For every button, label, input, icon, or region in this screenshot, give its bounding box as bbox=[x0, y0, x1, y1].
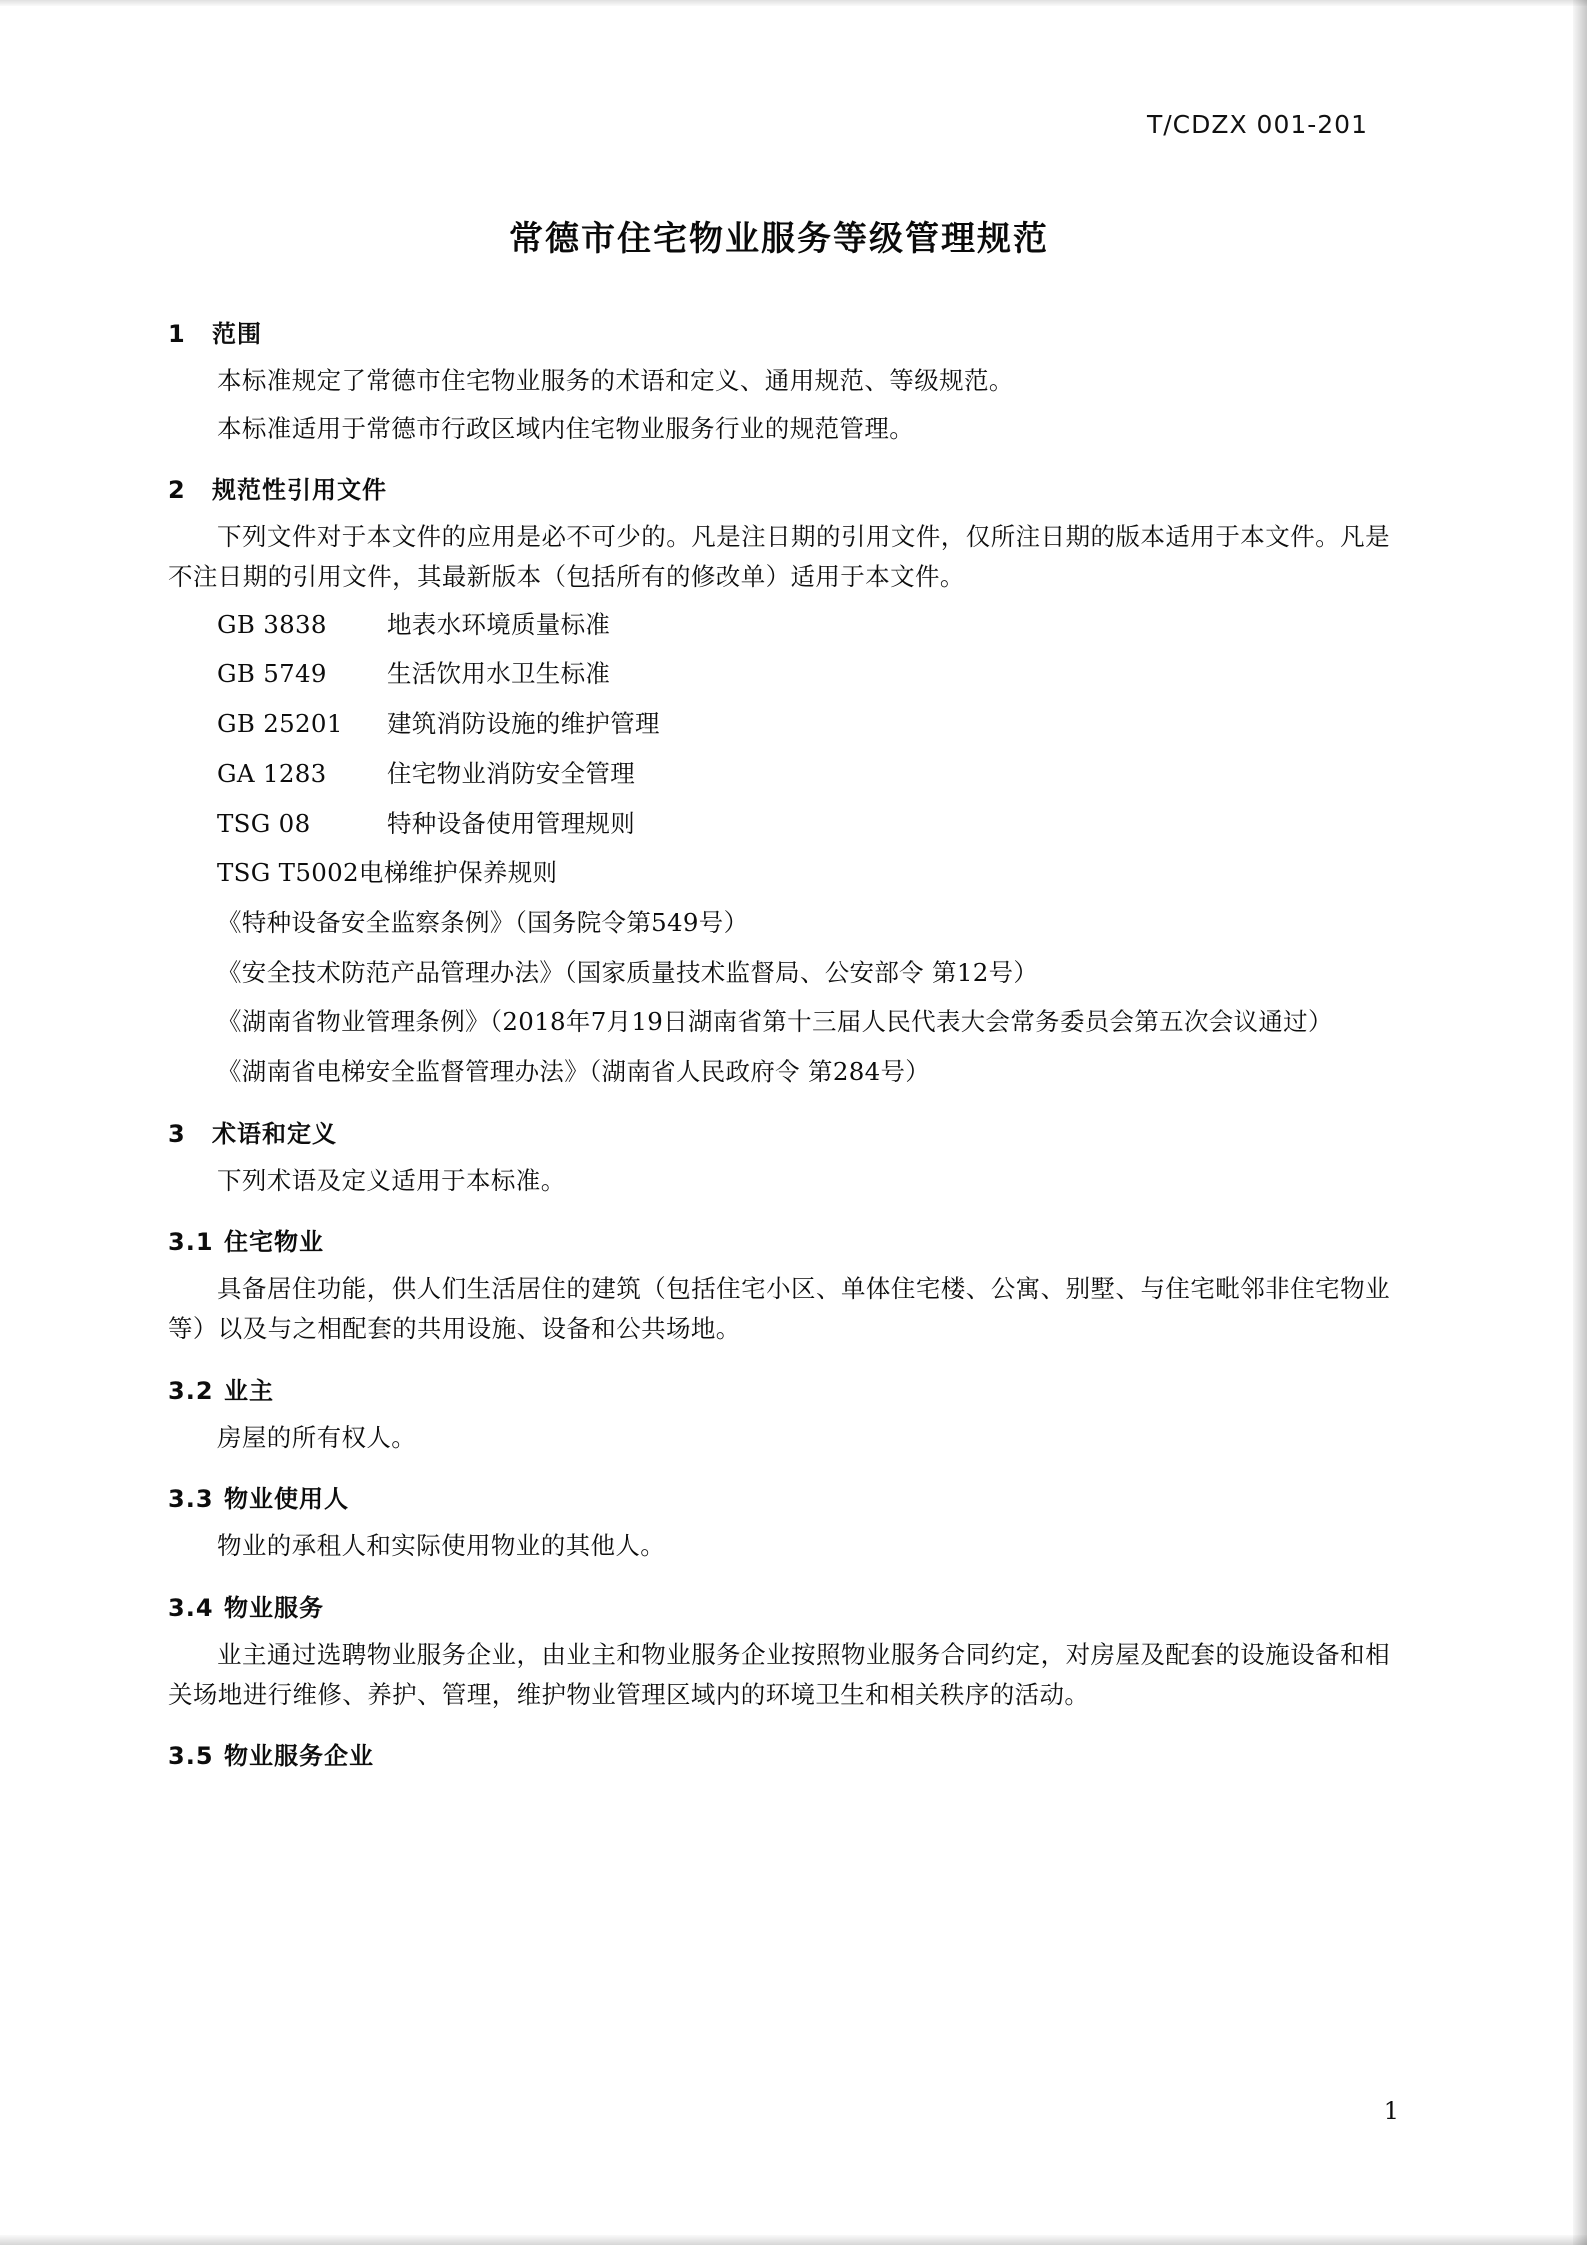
clause-number: 3.2 bbox=[168, 1376, 214, 1405]
clause-title: 规范性引用文件 bbox=[212, 476, 387, 505]
clause-number: 3.4 bbox=[168, 1594, 214, 1623]
regulation-text: 《安全技术防范产品管理办法》（国家质量技术监督局、公安部令 第12号） bbox=[217, 957, 1039, 987]
scan-edge-right bbox=[1573, 0, 1587, 2245]
reference-name: 电梯维护保养规则 bbox=[358, 858, 558, 888]
reference-code: TSG T5002 bbox=[217, 858, 359, 888]
standard-code: T/CDZX 001-201 bbox=[1146, 110, 1368, 139]
clause-title: 术语和定义 bbox=[212, 1119, 337, 1148]
clause-heading-3-1 bbox=[168, 1222, 1390, 1257]
reference-name: 特种设备使用管理规则 bbox=[387, 808, 635, 838]
clause-heading-1 bbox=[168, 314, 1390, 349]
reference-code: GA 1283 bbox=[217, 758, 327, 788]
reference-name: 地表水环境质量标准 bbox=[387, 609, 611, 639]
paragraph: 业主通过选聘物业服务企业，由业主和物业服务企业按照物业服务合同约定，对房屋及配套的设施设备和相关场地进行维修、养护、管理，维护物业管理区域内的环境卫生和相关秩序的活动。 bbox=[168, 1640, 1390, 1709]
regulation-text: 《湖南省电梯安全监督管理办法》（湖南省人民政府令 第284号） bbox=[217, 1056, 931, 1086]
clause-heading-2 bbox=[168, 470, 1390, 505]
page-number: 1 bbox=[1383, 2097, 1399, 2125]
regulation-item bbox=[168, 903, 1390, 943]
reference-code: GB 5749 bbox=[217, 659, 327, 689]
clause-heading-3-3 bbox=[168, 1479, 1390, 1514]
reference-item bbox=[168, 853, 1390, 893]
page-content bbox=[168, 110, 1390, 1783]
paragraph: 下列术语及定义适用于本标准。 bbox=[217, 1165, 566, 1195]
clause-number: 3.1 bbox=[168, 1228, 214, 1257]
reference-item bbox=[168, 605, 1390, 645]
reference-code: GB 25201 bbox=[217, 709, 343, 739]
page-title: 常德市住宅物业服务等级管理规范 bbox=[509, 219, 1049, 259]
clause-title: 物业使用人 bbox=[224, 1485, 349, 1514]
clause-title: 业主 bbox=[224, 1376, 274, 1405]
reference-name: 建筑消防设施的维护管理 bbox=[387, 709, 660, 739]
reference-code: TSG 08 bbox=[217, 808, 311, 838]
paragraph: 物业的承租人和实际使用物业的其他人。 bbox=[217, 1531, 666, 1561]
clause-heading-3-4 bbox=[168, 1588, 1390, 1623]
clause-title: 住宅物业 bbox=[224, 1228, 324, 1257]
reference-item bbox=[168, 654, 1390, 694]
clause-number: 3 bbox=[168, 1119, 186, 1148]
clause-heading-3-2 bbox=[168, 1371, 1390, 1406]
reference-item bbox=[168, 754, 1390, 794]
paragraph: 本标准规定了常德市住宅物业服务的术语和定义、通用规范、等级规范。 bbox=[217, 366, 1014, 395]
clause-title: 范围 bbox=[212, 320, 262, 348]
paragraph: 房屋的所有权人。 bbox=[217, 1422, 417, 1452]
clause-heading-3-5 bbox=[168, 1736, 1390, 1771]
scan-edge-bottom bbox=[0, 2235, 1587, 2245]
clause-heading-3 bbox=[168, 1114, 1390, 1149]
regulation-item bbox=[168, 1052, 1390, 1092]
reference-name: 生活饮用水卫生标准 bbox=[387, 659, 611, 689]
clause-title: 物业服务 bbox=[224, 1594, 324, 1623]
reference-code: GB 3838 bbox=[217, 609, 327, 639]
clause-title: 物业服务企业 bbox=[224, 1742, 374, 1771]
paragraph: 具备居住功能，供人们生活居住的建筑（包括住宅小区、单体住宅楼、公寓、别墅、与住宅毗邻非住宅物业等）以及与之相配套的共用设施、设备和公共场地。 bbox=[168, 1274, 1390, 1343]
reference-item bbox=[168, 704, 1390, 744]
paragraph: 本标准适用于常德市行政区域内住宅物业服务行业的规范管理。 bbox=[217, 413, 915, 443]
clause-number: 3.5 bbox=[168, 1742, 214, 1771]
scan-edge-top bbox=[0, 0, 1587, 6]
reference-item bbox=[168, 804, 1390, 844]
clause-number: 2 bbox=[168, 476, 186, 505]
regulation-item bbox=[168, 953, 1390, 993]
regulation-text: 《湖南省物业管理条例》（2018年7月19日湖南省第十三届人民代表大会常务委员会第五次会议通过） bbox=[217, 1007, 1333, 1037]
clause-number: 3.3 bbox=[168, 1485, 214, 1514]
regulation-text: 《特种设备安全监察条例》（国务院令第549号） bbox=[217, 907, 749, 937]
paragraph: 下列文件对于本文件的应用是必不可少的。凡是注日期的引用文件，仅所注日期的版本适用于本文件。凡是不注日期的引用文件，其最新版本（包括所有的修改单）适用于本文件。 bbox=[168, 522, 1390, 592]
clause-number: 1 bbox=[168, 320, 186, 348]
reference-name: 住宅物业消防安全管理 bbox=[387, 758, 635, 788]
regulation-item bbox=[168, 1002, 1390, 1042]
